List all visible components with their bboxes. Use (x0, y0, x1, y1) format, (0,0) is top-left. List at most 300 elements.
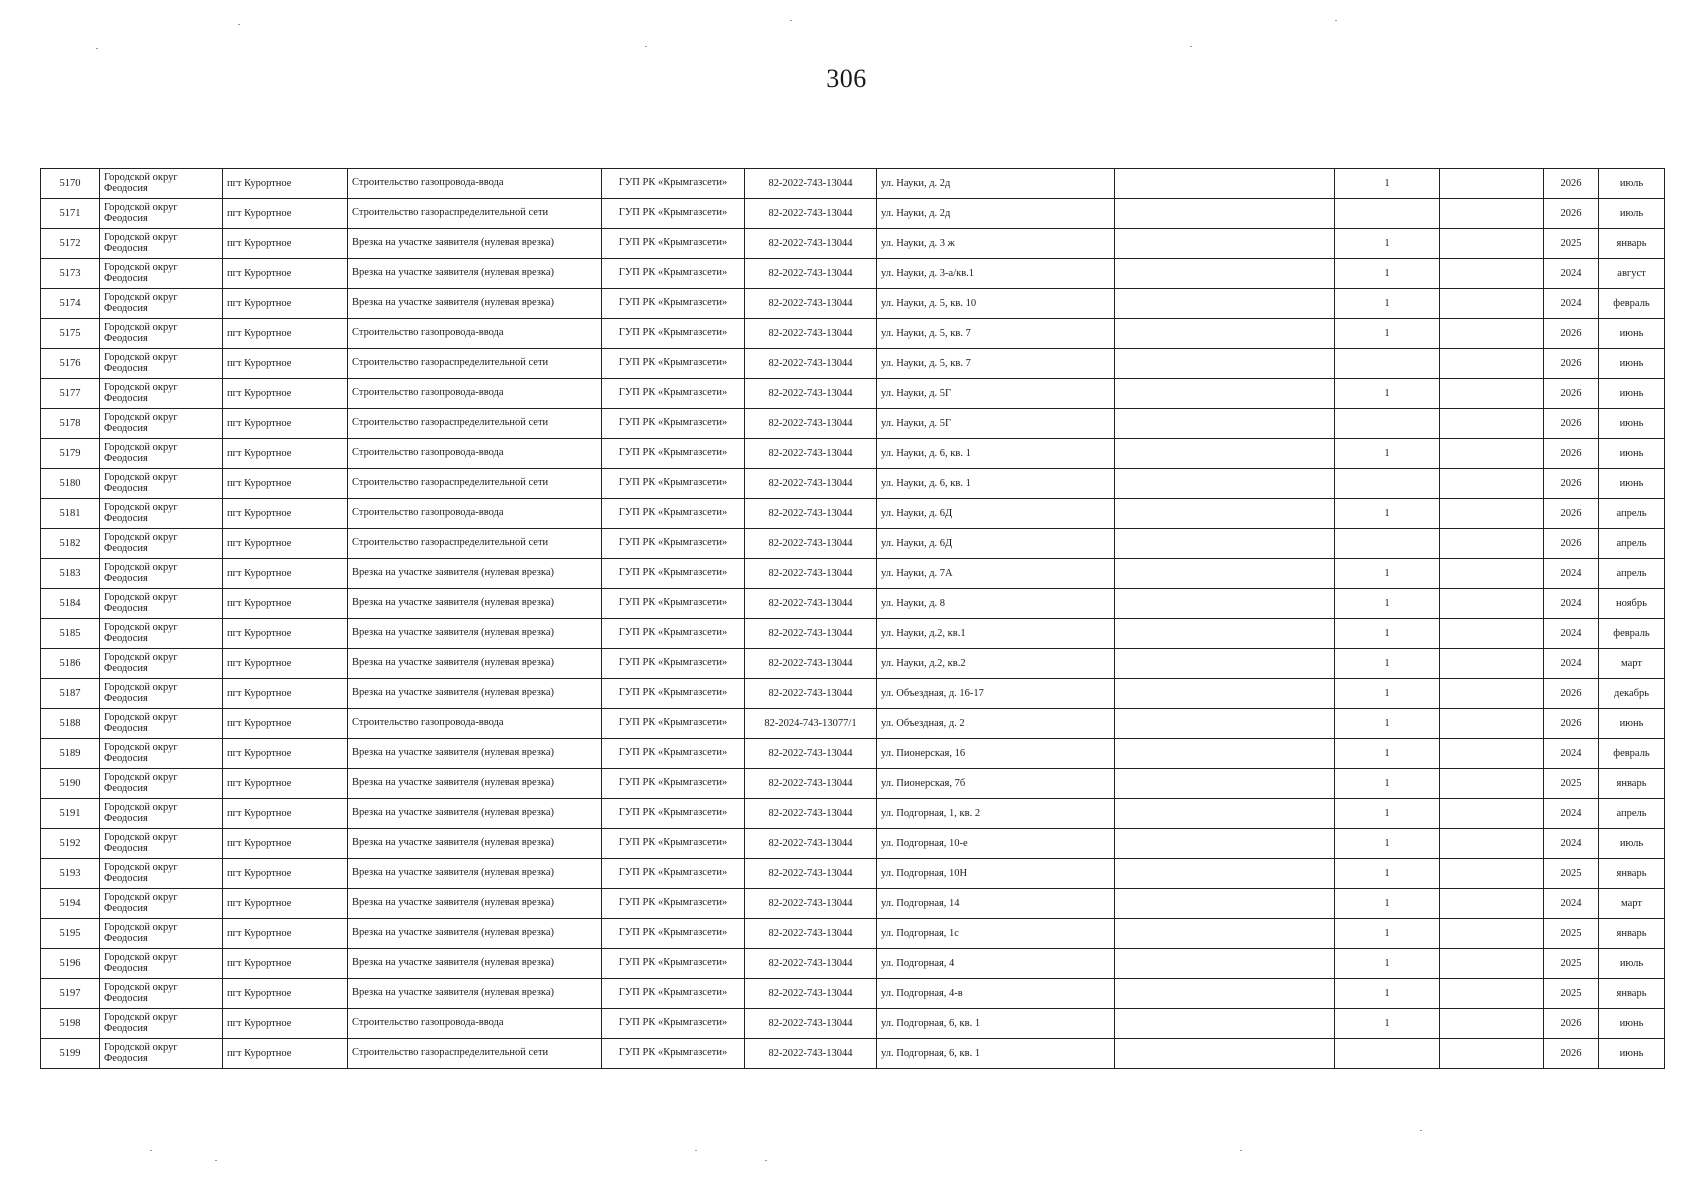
organization-cell: ГУП РК «Крымгазсети» (602, 1009, 745, 1039)
settlement-cell: пгт Курортное (223, 889, 348, 919)
work-type-cell: Врезка на участке заявителя (нулевая врезка) (348, 829, 602, 859)
month-cell: июнь (1599, 1009, 1665, 1039)
month-cell: февраль (1599, 289, 1665, 319)
district-cell: Городской округ Феодосия (100, 979, 223, 1009)
settlement-cell: пгт Курортное (223, 469, 348, 499)
work-type-cell: Врезка на участке заявителя (нулевая врезка) (348, 649, 602, 679)
district-cell: Городской округ Феодосия (100, 829, 223, 859)
district-cell: Городской округ Феодосия (100, 529, 223, 559)
settlement-cell: пгт Курортное (223, 409, 348, 439)
table-row (41, 649, 1665, 679)
quantity-cell: 1 (1335, 559, 1440, 589)
address-cell: ул. Подгорная, 10-е (877, 829, 1115, 859)
organization-cell: ГУП РК «Крымгазсети» (602, 739, 745, 769)
settlement-cell: пгт Курортное (223, 619, 348, 649)
empty-cell (1115, 1039, 1335, 1069)
empty-cell (1440, 679, 1544, 709)
year-cell: 2026 (1544, 439, 1599, 469)
quantity-cell (1335, 199, 1440, 229)
settlement-cell: пгт Курортное (223, 559, 348, 589)
month-cell: апрель (1599, 529, 1665, 559)
organization-cell: ГУП РК «Крымгазсети» (602, 169, 745, 199)
empty-cell (1440, 739, 1544, 769)
month-cell: июль (1599, 829, 1665, 859)
table-row (41, 589, 1665, 619)
quantity-cell: 1 (1335, 1009, 1440, 1039)
registry-code-cell: 82-2022-743-13044 (745, 649, 877, 679)
quantity-cell: 1 (1335, 169, 1440, 199)
work-type-cell: Врезка на участке заявителя (нулевая врезка) (348, 889, 602, 919)
table-row (41, 769, 1665, 799)
table-row (41, 349, 1665, 379)
work-type-cell: Врезка на участке заявителя (нулевая врезка) (348, 859, 602, 889)
table-row (41, 259, 1665, 289)
month-cell: август (1599, 259, 1665, 289)
organization-cell: ГУП РК «Крымгазсети» (602, 259, 745, 289)
empty-cell (1115, 349, 1335, 379)
month-cell: июнь (1599, 1039, 1665, 1069)
settlement-cell: пгт Курортное (223, 829, 348, 859)
empty-cell (1440, 259, 1544, 289)
registry-code-cell: 82-2022-743-13044 (745, 679, 877, 709)
work-type-cell: Врезка на участке заявителя (нулевая врезка) (348, 619, 602, 649)
month-cell: июль (1599, 949, 1665, 979)
address-cell: ул. Науки, д. 3 ж (877, 229, 1115, 259)
registry-code-cell: 82-2022-743-13044 (745, 589, 877, 619)
empty-cell (1440, 619, 1544, 649)
quantity-cell (1335, 469, 1440, 499)
row-number-cell: 5191 (41, 799, 100, 829)
month-cell: декабрь (1599, 679, 1665, 709)
settlement-cell: пгт Курортное (223, 259, 348, 289)
address-cell: ул. Подгорная, 1с (877, 919, 1115, 949)
empty-cell (1440, 979, 1544, 1009)
year-cell: 2024 (1544, 289, 1599, 319)
row-number-cell: 5172 (41, 229, 100, 259)
empty-cell (1440, 799, 1544, 829)
organization-cell: ГУП РК «Крымгазсети» (602, 409, 745, 439)
work-type-cell: Строительство газопровода-ввода (348, 379, 602, 409)
row-number-cell: 5175 (41, 319, 100, 349)
registry-code-cell: 82-2022-743-13044 (745, 889, 877, 919)
table-row (41, 319, 1665, 349)
work-type-cell: Строительство газораспределительной сети (348, 199, 602, 229)
organization-cell: ГУП РК «Крымгазсети» (602, 499, 745, 529)
organization-cell: ГУП РК «Крымгазсети» (602, 379, 745, 409)
row-number-cell: 5187 (41, 679, 100, 709)
empty-cell (1115, 169, 1335, 199)
row-number-cell: 5185 (41, 619, 100, 649)
month-cell: июнь (1599, 379, 1665, 409)
quantity-cell: 1 (1335, 769, 1440, 799)
quantity-cell: 1 (1335, 439, 1440, 469)
quantity-cell: 1 (1335, 379, 1440, 409)
month-cell: январь (1599, 859, 1665, 889)
row-number-cell: 5176 (41, 349, 100, 379)
organization-cell: ГУП РК «Крымгазсети» (602, 769, 745, 799)
settlement-cell: пгт Курортное (223, 529, 348, 559)
registry-code-cell: 82-2022-743-13044 (745, 259, 877, 289)
table-row (41, 619, 1665, 649)
organization-cell: ГУП РК «Крымгазсети» (602, 829, 745, 859)
month-cell: июнь (1599, 469, 1665, 499)
empty-cell (1115, 919, 1335, 949)
year-cell: 2026 (1544, 349, 1599, 379)
work-type-cell: Строительство газораспределительной сети (348, 529, 602, 559)
work-type-cell: Строительство газопровода-ввода (348, 709, 602, 739)
month-cell: февраль (1599, 739, 1665, 769)
work-type-cell: Врезка на участке заявителя (нулевая врезка) (348, 739, 602, 769)
quantity-cell: 1 (1335, 889, 1440, 919)
work-type-cell: Строительство газопровода-ввода (348, 499, 602, 529)
row-number-cell: 5181 (41, 499, 100, 529)
year-cell: 2024 (1544, 889, 1599, 919)
registry-code-cell: 82-2022-743-13044 (745, 859, 877, 889)
quantity-cell: 1 (1335, 679, 1440, 709)
organization-cell: ГУП РК «Крымгазсети» (602, 919, 745, 949)
empty-cell (1440, 199, 1544, 229)
empty-cell (1115, 409, 1335, 439)
year-cell: 2026 (1544, 319, 1599, 349)
district-cell: Городской округ Феодосия (100, 319, 223, 349)
year-cell: 2024 (1544, 649, 1599, 679)
district-cell: Городской округ Феодосия (100, 769, 223, 799)
district-cell: Городской округ Феодосия (100, 559, 223, 589)
empty-cell (1440, 439, 1544, 469)
district-cell: Городской округ Феодосия (100, 499, 223, 529)
empty-cell (1115, 289, 1335, 319)
work-type-cell: Врезка на участке заявителя (нулевая врезка) (348, 769, 602, 799)
year-cell: 2024 (1544, 619, 1599, 649)
district-cell: Городской округ Феодосия (100, 259, 223, 289)
registry-code-cell: 82-2022-743-13044 (745, 199, 877, 229)
row-number-cell: 5199 (41, 1039, 100, 1069)
month-cell: март (1599, 649, 1665, 679)
empty-cell (1440, 1039, 1544, 1069)
work-type-cell: Врезка на участке заявителя (нулевая врезка) (348, 229, 602, 259)
settlement-cell: пгт Курортное (223, 859, 348, 889)
page-number: 306 (826, 64, 867, 93)
row-number-cell: 5174 (41, 289, 100, 319)
organization-cell: ГУП РК «Крымгазсети» (602, 649, 745, 679)
month-cell: январь (1599, 229, 1665, 259)
registry-code-cell: 82-2022-743-13044 (745, 169, 877, 199)
quantity-cell: 1 (1335, 499, 1440, 529)
registry-code-cell: 82-2022-743-13044 (745, 739, 877, 769)
empty-cell (1440, 889, 1544, 919)
registry-code-cell: 82-2022-743-13044 (745, 829, 877, 859)
quantity-cell: 1 (1335, 649, 1440, 679)
row-number-cell: 5184 (41, 589, 100, 619)
quantity-cell: 1 (1335, 259, 1440, 289)
table-row (41, 919, 1665, 949)
quantity-cell (1335, 409, 1440, 439)
quantity-cell: 1 (1335, 739, 1440, 769)
address-cell: ул. Науки, д. 5, кв. 10 (877, 289, 1115, 319)
work-type-cell: Строительство газораспределительной сети (348, 469, 602, 499)
empty-cell (1115, 769, 1335, 799)
month-cell: февраль (1599, 619, 1665, 649)
month-cell: январь (1599, 979, 1665, 1009)
settlement-cell: пгт Курортное (223, 499, 348, 529)
year-cell: 2025 (1544, 919, 1599, 949)
registry-code-cell: 82-2022-743-13044 (745, 559, 877, 589)
row-number-cell: 5198 (41, 1009, 100, 1039)
work-type-cell: Строительство газораспределительной сети (348, 349, 602, 379)
year-cell: 2026 (1544, 529, 1599, 559)
year-cell: 2026 (1544, 409, 1599, 439)
table-row (41, 859, 1665, 889)
quantity-cell: 1 (1335, 709, 1440, 739)
quantity-cell: 1 (1335, 589, 1440, 619)
empty-cell (1440, 469, 1544, 499)
work-type-cell: Врезка на участке заявителя (нулевая врезка) (348, 259, 602, 289)
table-row (41, 379, 1665, 409)
organization-cell: ГУП РК «Крымгазсети» (602, 349, 745, 379)
year-cell: 2026 (1544, 469, 1599, 499)
table-row (41, 169, 1665, 199)
empty-cell (1440, 289, 1544, 319)
work-type-cell: Врезка на участке заявителя (нулевая врезка) (348, 289, 602, 319)
empty-cell (1440, 349, 1544, 379)
empty-cell (1115, 499, 1335, 529)
organization-cell: ГУП РК «Крымгазсети» (602, 589, 745, 619)
table-row (41, 829, 1665, 859)
table-row (41, 1009, 1665, 1039)
empty-cell (1115, 589, 1335, 619)
registry-code-cell: 82-2022-743-13044 (745, 919, 877, 949)
work-type-cell: Врезка на участке заявителя (нулевая врезка) (348, 559, 602, 589)
table-row (41, 229, 1665, 259)
district-cell: Городской округ Феодосия (100, 649, 223, 679)
empty-cell (1115, 709, 1335, 739)
table-row (41, 949, 1665, 979)
year-cell: 2025 (1544, 229, 1599, 259)
address-cell: ул. Науки, д. 5Г (877, 409, 1115, 439)
registry-code-cell: 82-2024-743-13077/1 (745, 709, 877, 739)
address-cell: ул. Науки, д. 7А (877, 559, 1115, 589)
row-number-cell: 5180 (41, 469, 100, 499)
address-cell: ул. Науки, д. 5Г (877, 379, 1115, 409)
district-cell: Городской округ Феодосия (100, 1039, 223, 1069)
year-cell: 2025 (1544, 979, 1599, 1009)
address-cell: ул. Пионерская, 7б (877, 769, 1115, 799)
settlement-cell: пгт Курортное (223, 679, 348, 709)
address-cell: ул. Науки, д. 6Д (877, 529, 1115, 559)
district-cell: Городской округ Феодосия (100, 589, 223, 619)
settlement-cell: пгт Курортное (223, 169, 348, 199)
registry-code-cell: 82-2022-743-13044 (745, 949, 877, 979)
district-cell: Городской округ Феодосия (100, 739, 223, 769)
quantity-cell: 1 (1335, 799, 1440, 829)
work-type-cell: Врезка на участке заявителя (нулевая врезка) (348, 679, 602, 709)
work-type-cell: Врезка на участке заявителя (нулевая врезка) (348, 949, 602, 979)
quantity-cell: 1 (1335, 979, 1440, 1009)
registry-code-cell: 82-2022-743-13044 (745, 349, 877, 379)
registry-code-cell: 82-2022-743-13044 (745, 769, 877, 799)
year-cell: 2026 (1544, 709, 1599, 739)
address-cell: ул. Науки, д. 6, кв. 1 (877, 439, 1115, 469)
month-cell: июнь (1599, 349, 1665, 379)
work-type-cell: Строительство газораспределительной сети (348, 409, 602, 439)
district-cell: Городской округ Феодосия (100, 709, 223, 739)
quantity-cell: 1 (1335, 289, 1440, 319)
table-row (41, 289, 1665, 319)
quantity-cell (1335, 529, 1440, 559)
empty-cell (1115, 649, 1335, 679)
organization-cell: ГУП РК «Крымгазсети» (602, 469, 745, 499)
district-cell: Городской округ Феодосия (100, 379, 223, 409)
month-cell: апрель (1599, 499, 1665, 529)
work-type-cell: Врезка на участке заявителя (нулевая врезка) (348, 979, 602, 1009)
quantity-cell: 1 (1335, 619, 1440, 649)
empty-cell (1440, 559, 1544, 589)
address-cell: ул. Науки, д.2, кв.1 (877, 619, 1115, 649)
address-cell: ул. Подгорная, 10Н (877, 859, 1115, 889)
settlement-cell: пгт Курортное (223, 979, 348, 1009)
district-cell: Городской округ Феодосия (100, 679, 223, 709)
empty-cell (1440, 829, 1544, 859)
district-cell: Городской округ Феодосия (100, 349, 223, 379)
year-cell: 2025 (1544, 949, 1599, 979)
row-number-cell: 5186 (41, 649, 100, 679)
registry-code-cell: 82-2022-743-13044 (745, 1009, 877, 1039)
month-cell: ноябрь (1599, 589, 1665, 619)
table-row (41, 439, 1665, 469)
registry-code-cell: 82-2022-743-13044 (745, 439, 877, 469)
empty-cell (1115, 949, 1335, 979)
settlement-cell: пгт Курортное (223, 919, 348, 949)
year-cell: 2024 (1544, 739, 1599, 769)
district-cell: Городской округ Феодосия (100, 859, 223, 889)
district-cell: Городской округ Феодосия (100, 409, 223, 439)
empty-cell (1440, 859, 1544, 889)
register-table (40, 168, 1665, 1069)
empty-cell (1440, 409, 1544, 439)
year-cell: 2026 (1544, 1039, 1599, 1069)
settlement-cell: пгт Курортное (223, 289, 348, 319)
organization-cell: ГУП РК «Крымгазсети» (602, 619, 745, 649)
registry-code-cell: 82-2022-743-13044 (745, 229, 877, 259)
district-cell: Городской округ Феодосия (100, 799, 223, 829)
table-row (41, 889, 1665, 919)
organization-cell: ГУП РК «Крымгазсети» (602, 889, 745, 919)
year-cell: 2025 (1544, 769, 1599, 799)
registry-code-cell: 82-2022-743-13044 (745, 979, 877, 1009)
month-cell: январь (1599, 919, 1665, 949)
row-number-cell: 5194 (41, 889, 100, 919)
empty-cell (1440, 709, 1544, 739)
registry-code-cell: 82-2022-743-13044 (745, 799, 877, 829)
empty-cell (1440, 919, 1544, 949)
empty-cell (1115, 799, 1335, 829)
address-cell: ул. Науки, д.2, кв.2 (877, 649, 1115, 679)
address-cell: ул. Науки, д. 3-а/кв.1 (877, 259, 1115, 289)
year-cell: 2025 (1544, 859, 1599, 889)
empty-cell (1115, 229, 1335, 259)
year-cell: 2026 (1544, 199, 1599, 229)
empty-cell (1115, 439, 1335, 469)
row-number-cell: 5183 (41, 559, 100, 589)
table-row (41, 799, 1665, 829)
quantity-cell: 1 (1335, 859, 1440, 889)
settlement-cell: пгт Курортное (223, 199, 348, 229)
address-cell: ул. Подгорная, 4 (877, 949, 1115, 979)
address-cell: ул. Науки, д. 5, кв. 7 (877, 319, 1115, 349)
settlement-cell: пгт Курортное (223, 379, 348, 409)
settlement-cell: пгт Курортное (223, 589, 348, 619)
address-cell: ул. Подгорная, 14 (877, 889, 1115, 919)
table-row (41, 1039, 1665, 1069)
district-cell: Городской округ Феодосия (100, 619, 223, 649)
organization-cell: ГУП РК «Крымгазсети» (602, 199, 745, 229)
year-cell: 2024 (1544, 559, 1599, 589)
empty-cell (1115, 889, 1335, 919)
organization-cell: ГУП РК «Крымгазсети» (602, 949, 745, 979)
organization-cell: ГУП РК «Крымгазсети» (602, 229, 745, 259)
empty-cell (1115, 829, 1335, 859)
district-cell: Городской округ Феодосия (100, 889, 223, 919)
row-number-cell: 5182 (41, 529, 100, 559)
organization-cell: ГУП РК «Крымгазсети» (602, 529, 745, 559)
month-cell: март (1599, 889, 1665, 919)
month-cell: июнь (1599, 709, 1665, 739)
address-cell: ул. Подгорная, 1, кв. 2 (877, 799, 1115, 829)
address-cell: ул. Объездная, д. 2 (877, 709, 1115, 739)
year-cell: 2024 (1544, 799, 1599, 829)
registry-code-cell: 82-2022-743-13044 (745, 409, 877, 439)
settlement-cell: пгт Курортное (223, 769, 348, 799)
year-cell: 2024 (1544, 259, 1599, 289)
year-cell: 2026 (1544, 379, 1599, 409)
month-cell: июль (1599, 169, 1665, 199)
district-cell: Городской округ Феодосия (100, 949, 223, 979)
empty-cell (1115, 259, 1335, 289)
empty-cell (1440, 529, 1544, 559)
quantity-cell: 1 (1335, 829, 1440, 859)
table-row (41, 679, 1665, 709)
settlement-cell: пгт Курортное (223, 349, 348, 379)
empty-cell (1115, 619, 1335, 649)
row-number-cell: 5177 (41, 379, 100, 409)
table-row (41, 469, 1665, 499)
table-row (41, 739, 1665, 769)
empty-cell (1440, 589, 1544, 619)
year-cell: 2026 (1544, 679, 1599, 709)
work-type-cell: Строительство газораспределительной сети (348, 1039, 602, 1069)
empty-cell (1440, 169, 1544, 199)
empty-cell (1115, 1009, 1335, 1039)
row-number-cell: 5178 (41, 409, 100, 439)
district-cell: Городской округ Феодосия (100, 1009, 223, 1039)
settlement-cell: пгт Курортное (223, 229, 348, 259)
row-number-cell: 5171 (41, 199, 100, 229)
row-number-cell: 5193 (41, 859, 100, 889)
empty-cell (1115, 319, 1335, 349)
row-number-cell: 5197 (41, 979, 100, 1009)
year-cell: 2024 (1544, 589, 1599, 619)
work-type-cell: Строительство газопровода-ввода (348, 1009, 602, 1039)
row-number-cell: 5189 (41, 739, 100, 769)
address-cell: ул. Науки, д. 8 (877, 589, 1115, 619)
address-cell: ул. Объездная, д. 16-17 (877, 679, 1115, 709)
registry-code-cell: 82-2022-743-13044 (745, 619, 877, 649)
year-cell: 2026 (1544, 169, 1599, 199)
empty-cell (1440, 379, 1544, 409)
empty-cell (1115, 559, 1335, 589)
district-cell: Городской округ Феодосия (100, 439, 223, 469)
empty-cell (1440, 499, 1544, 529)
